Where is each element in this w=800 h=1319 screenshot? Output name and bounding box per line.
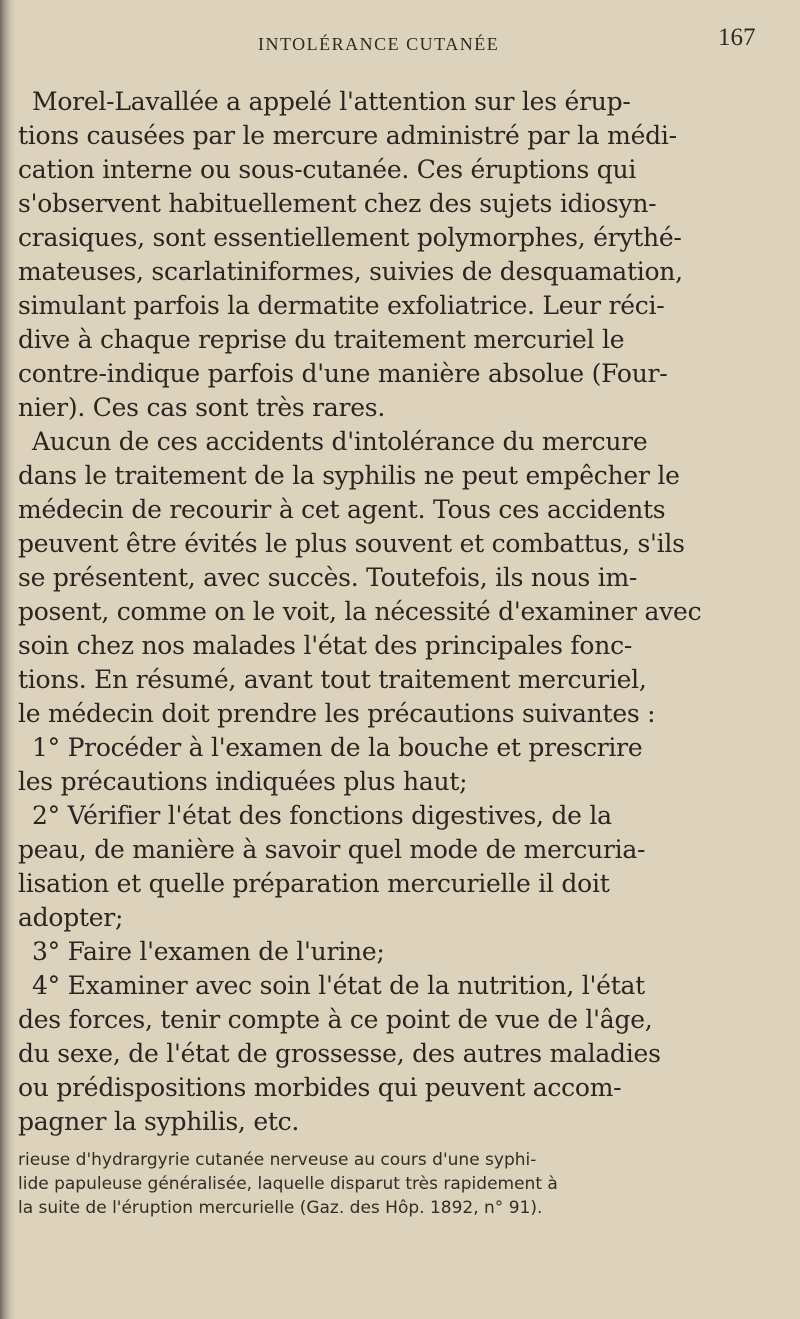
page-number: 167 [718, 24, 756, 51]
text-line: des forces, tenir compte à ce point de vue de l'âge, [18, 1005, 653, 1034]
footnote-line: la suite de l'éruption mercurielle (Gaz. des Hôp. 1892, n° 91). [18, 1198, 543, 1218]
text-line: du sexe, de l'état de grossesse, des autres maladies [18, 1039, 661, 1068]
text-line: les précautions indiquées plus haut; [18, 767, 468, 796]
text-line: dive à chaque reprise du traitement mercuriel le [18, 325, 625, 354]
text-line: 1° Procéder à l'examen de la bouche et prescrire [32, 733, 643, 762]
text-line: 4° Examiner avec soin l'état de la nutrition, l'état [32, 971, 645, 1000]
text-line: crasiques, sont essentiellement polymorphes, érythé- [18, 223, 682, 252]
text-line: Aucun de ces accidents d'intolérance du mercure [32, 427, 648, 456]
text-line: posent, comme on le voit, la nécessité d'examiner avec [18, 597, 702, 626]
text-line: le médecin doit prendre les précautions suivantes : [18, 699, 656, 728]
running-title: INTOLÉRANCE CUTANÉE [258, 34, 500, 54]
text-line: lisation et quelle préparation mercurielle il doit [18, 869, 610, 898]
text-line: peuvent être évités le plus souvent et combattus, s'ils [18, 529, 685, 558]
page-gutter-shadow [0, 0, 16, 1319]
text-line: soin chez nos malades l'état des principales fonc- [18, 631, 633, 660]
footnote-line: rieuse d'hydrargyrie cutanée nerveuse au cours d'une syphi- [18, 1150, 537, 1170]
text-line: cation interne ou sous-cutanée. Ces éruptions qui [18, 155, 637, 184]
text-line: 2° Vérifier l'état des fonctions digestives, de la [32, 801, 612, 830]
text-line: peau, de manière à savoir quel mode de mercuria- [18, 835, 646, 864]
text-line: médecin de recourir à cet agent. Tous ces accidents [18, 495, 666, 524]
text-line: 3° Faire l'examen de l'urine; [32, 937, 385, 966]
text-line: adopter; [18, 903, 124, 932]
text-line: pagner la syphilis, etc. [18, 1107, 300, 1136]
text-line: se présentent, avec succès. Toutefois, ils nous im- [18, 563, 638, 592]
text-line: tions causées par le mercure administré par la médi- [18, 121, 677, 150]
text-line: tions. En résumé, avant tout traitement mercuriel, [18, 665, 647, 694]
book-page [18, 0, 800, 1319]
text-line: simulant parfois la dermatite exfoliatrice. Leur réci- [18, 291, 665, 320]
text-line: s'observent habituellement chez des sujets idiosyn- [18, 189, 657, 218]
text-line: Morel-Lavallée a appelé l'attention sur les érup- [32, 87, 631, 116]
text-line: mateuses, scarlatiniformes, suivies de desquamation, [18, 257, 683, 286]
text-line: ou prédispositions morbides qui peuvent accom- [18, 1073, 622, 1102]
text-line: nier). Ces cas sont très rares. [18, 393, 386, 422]
text-line: dans le traitement de la syphilis ne peut empêcher le [18, 461, 680, 490]
footnote-line: lide papuleuse généralisée, laquelle disparut très rapidement à [18, 1174, 558, 1194]
text-line: contre-indique parfois d'une manière absolue (Four- [18, 359, 668, 388]
